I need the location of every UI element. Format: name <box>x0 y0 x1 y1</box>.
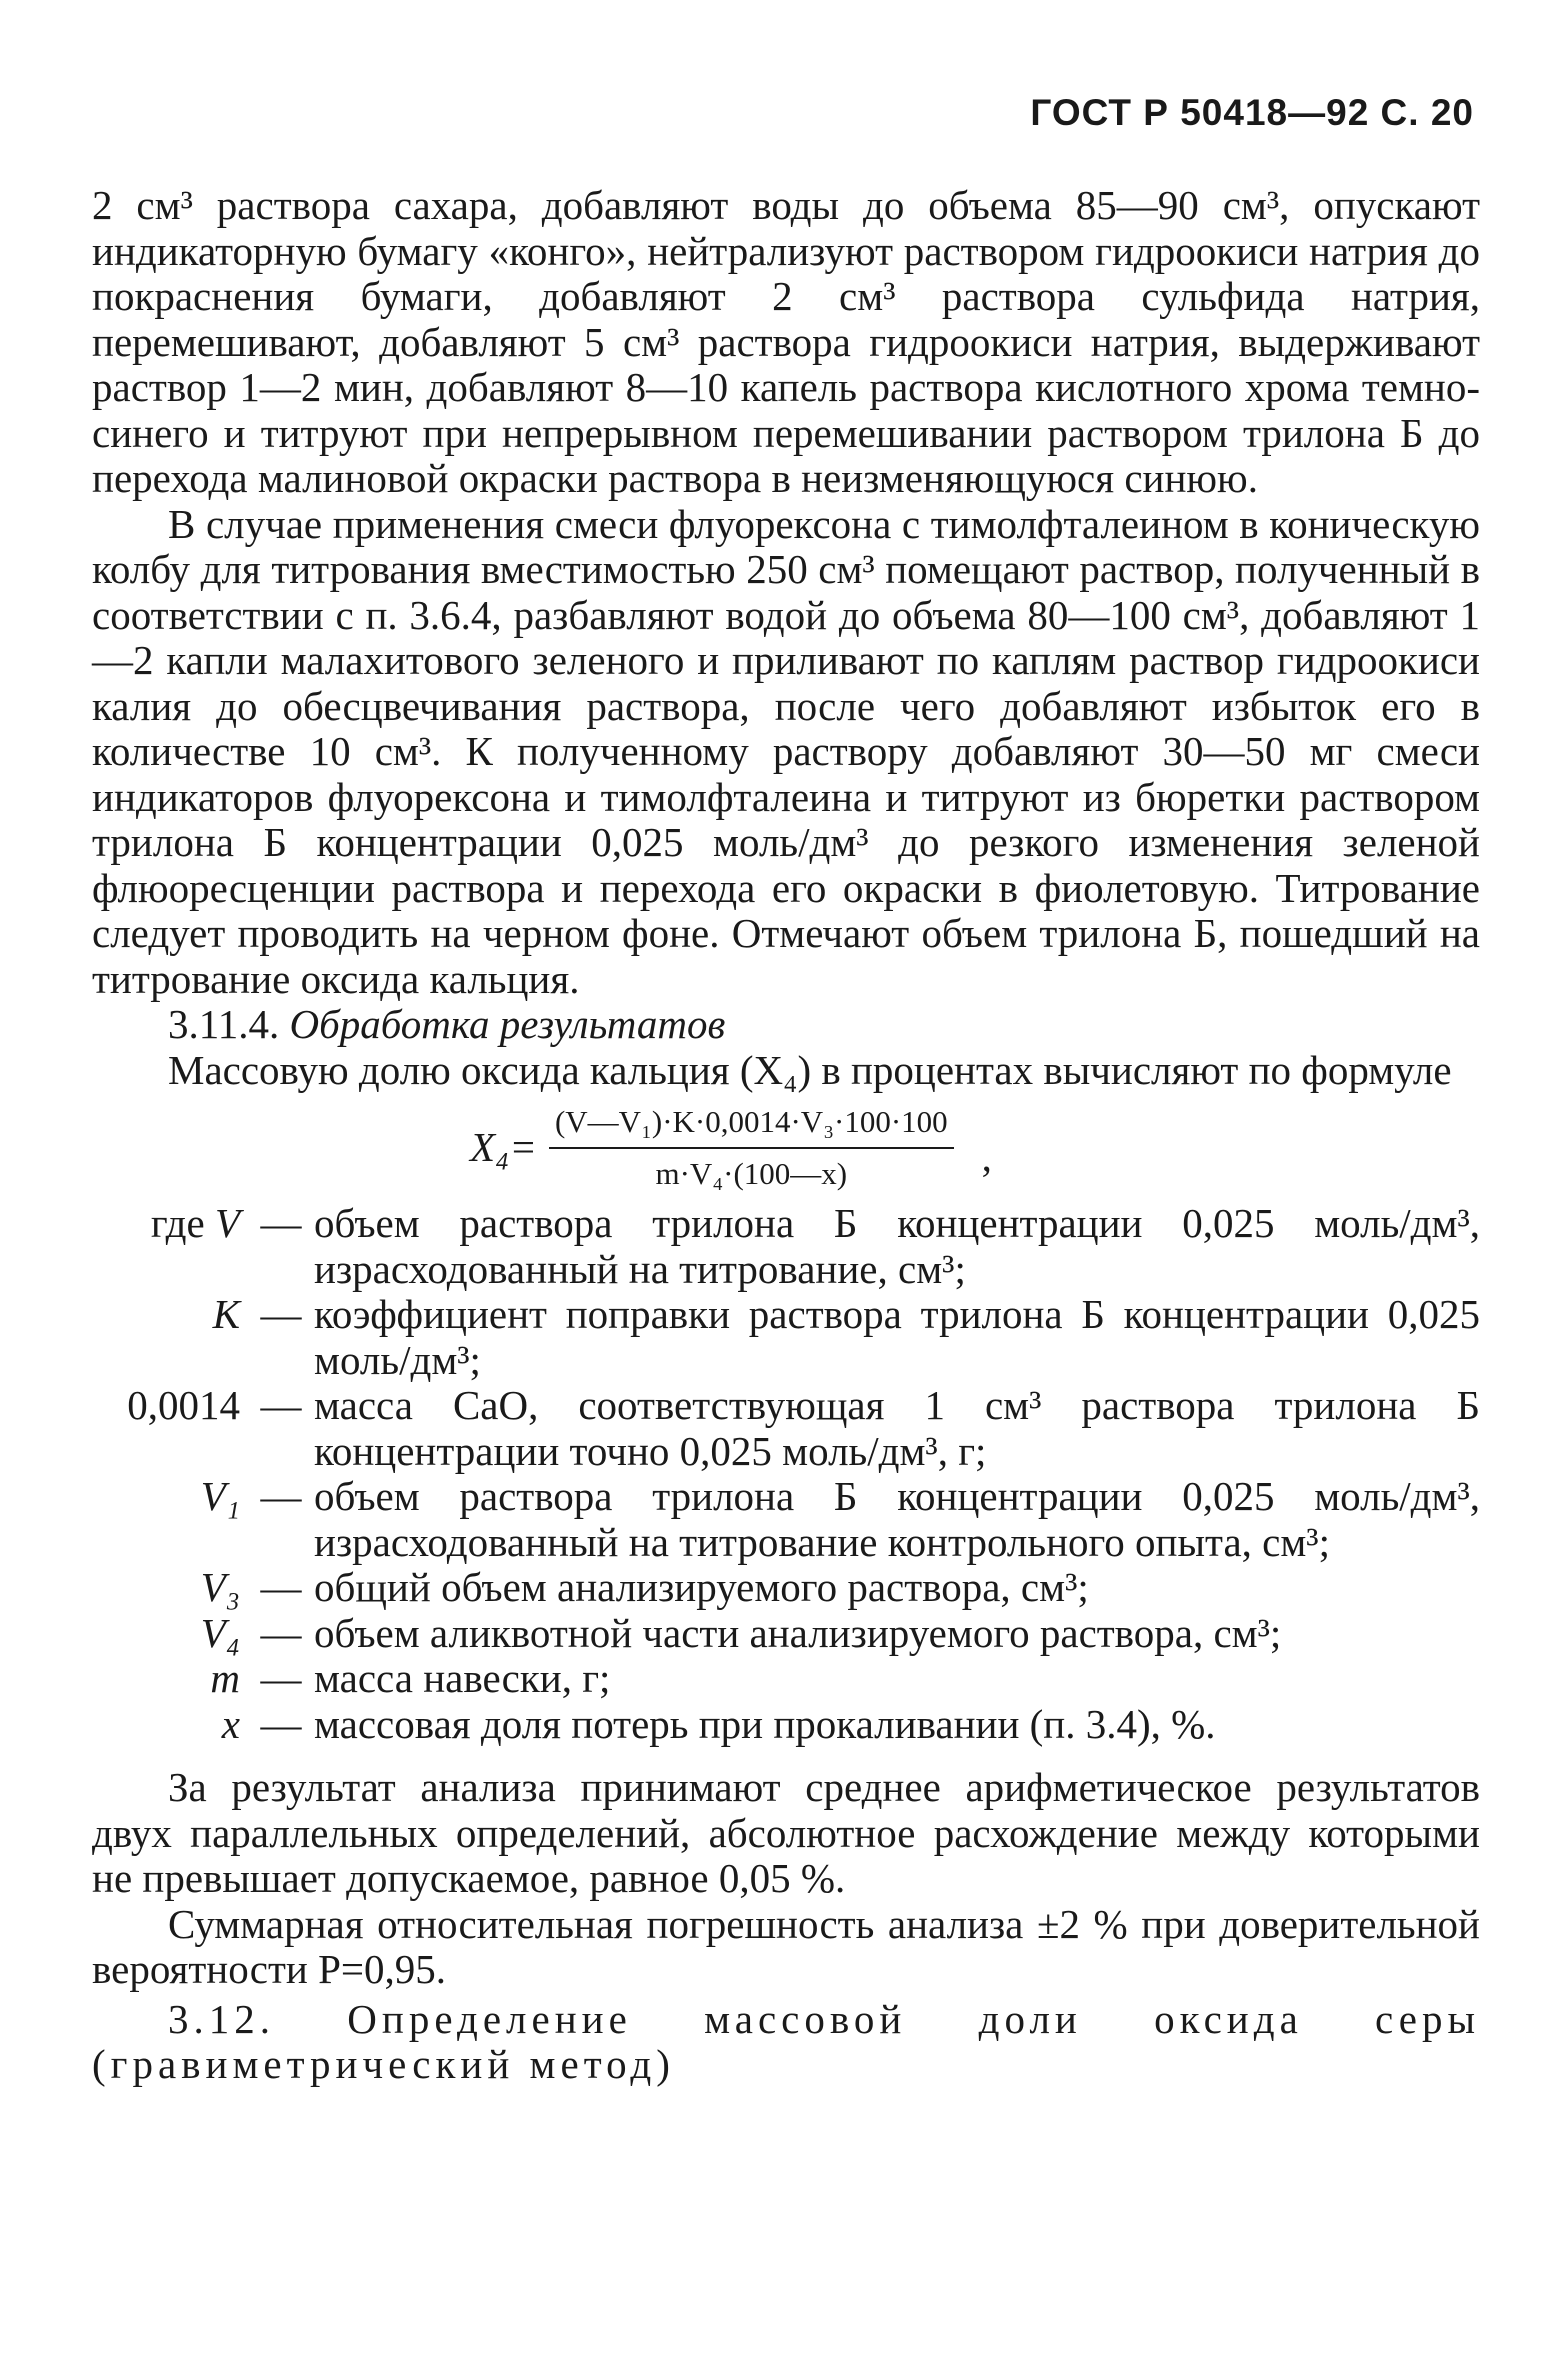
definition-text: коэффициент поправки раствора трилона Б концентрации 0,025 моль/дм³; <box>314 1291 1480 1383</box>
definition-dash: — <box>260 1382 302 1428</box>
definition-item <box>92 1656 1480 1702</box>
definition-dash: — <box>260 1700 302 1747</box>
definition-dash: — <box>260 1609 302 1656</box>
body-text <box>92 183 1480 2088</box>
definition-text: массовая доля потерь при прокаливании (п. 3.4), %. <box>314 1700 1216 1747</box>
definition-text: масса CaO, соответствующая 1 см³ раствора трилона Б концентрации точно 0,025 моль/дм³, г; <box>314 1382 1480 1474</box>
definition-text: объем аликвотной части анализируемого раствора, см³; <box>314 1609 1282 1656</box>
definition-symbol: где V <box>150 1200 240 1246</box>
paragraph-fluorexon-method: В случае применения смеси флуорексона с тимолфталеином в коническую колбу для титрования вместимостью 250 см³ помещают раствор, полученный в соответствии с п. 3.6.4, разбавляют водой до объема 80—100 см³, добавляют 1—2 капли малахитового зеленого и приливают по каплям раствор гидроокиси калия до обесцвечивания раствора, после чего добавляют избыток его в количестве 10 см³. К полученному раствору добавляют 30—50 мг смеси индикаторов флуорексона и тимолфталеина и титруют из бюретки раствором трилона Б концентрации 0,025 моль/дм³ до резкого изменения зеленой флюоресценции раствора и перехода его окраски в фиолетовую. Титрование следует проводить на черном фоне. Отмечают объем трилона Б, пошедший на титрование оксида кальция. <box>92 500 1480 1002</box>
definition-text: объем раствора трилона Б концентрации 0,025 моль/дм³, израсходованный на титрование контрольного опыта, см³; <box>314 1473 1480 1565</box>
definition-symbol: V₁ <box>200 1473 240 1519</box>
definition-item <box>92 1383 1480 1474</box>
formula-fraction <box>549 1099 954 1196</box>
definition-symbol: V₃ <box>200 1564 240 1610</box>
paragraph-result: За результат анализа принимают среднее арифметическое результатов двух параллельных определений, абсолютное расхождение между которыми не превышает допускаемое, равное 0,05 %. <box>92 1764 1480 1901</box>
section-heading: 3.12. Определение массовой доли оксида серы (гравиметрический метод) <box>92 1995 1480 2087</box>
definition-text: общий объем анализируемого раствора, см³; <box>314 1564 1089 1610</box>
definition-symbol: x <box>221 1700 240 1747</box>
paragraph-formula-intro: Массовую долю оксида кальция (X₄) в процентах вычисляют по формуле <box>168 1046 1452 1093</box>
paragraph-error: Суммарная относительная погрешность анализа ±2 % при доверительной вероятности P=0,95. <box>92 1900 1480 1992</box>
definition-item <box>92 1611 1480 1657</box>
formula-block <box>92 1093 1480 1201</box>
definition-dash: — <box>260 1291 302 1337</box>
formula-denominator: m·V₄·(100—x) <box>655 1155 848 1191</box>
subsection-number: 3.11.4. <box>168 1001 280 1047</box>
page-header: ГОСТ Р 50418—92 С. 20 <box>1030 92 1474 133</box>
formula-lhs: X₄= <box>470 1123 537 1170</box>
definition-symbol: K <box>212 1291 240 1337</box>
definition-dash: — <box>260 1564 302 1610</box>
definition-dash: — <box>260 1655 302 1701</box>
formula-numerator: (V—V₁)·K·0,0014·V₃·100·100 <box>554 1104 948 1139</box>
subsection-heading <box>92 1002 1480 1048</box>
definition-text: объем раствора трилона Б концентрации 0,025 моль/дм³, израсходованный на титрование, см³; <box>314 1200 1480 1292</box>
definition-dash: — <box>260 1473 302 1519</box>
where-label: где <box>150 1200 205 1246</box>
definition-symbol: 0,0014 <box>127 1382 240 1428</box>
paragraph-continuation: 2 см³ раствора сахара, добавляют воды до объема 85—90 см³, опускают индикаторную бумагу «конго», нейтрализуют раствором гидроокиси натрия до покраснения бумаги, добавляют 2 см³ раствора сульфида натрия, перемешивают, добавляют 5 см³ раствора гидроокиси натрия, выдерживают раствор 1—2 мин, добавляют 8—10 капель раствора кислотного хрома темно-синего и титруют при непрерывном перемешивании раствором трилона Б до перехода малиновой окраски раствора в неизменяющуюся синюю. <box>92 182 1480 501</box>
subsection-title: Обработка результатов <box>289 1001 726 1047</box>
definition-item <box>92 1201 1480 1292</box>
definition-item <box>92 1702 1480 1748</box>
definition-item <box>92 1292 1480 1383</box>
definition-item <box>92 1565 1480 1611</box>
formula <box>470 1099 992 1196</box>
formula-comma: , <box>981 1133 992 1180</box>
definition-item <box>92 1474 1480 1565</box>
definition-symbol: V₄ <box>200 1609 240 1656</box>
fraction-bar <box>549 1147 954 1149</box>
definitions-list <box>92 1201 1480 1747</box>
definition-symbol: m <box>210 1655 240 1701</box>
definition-text: масса навески, г; <box>314 1655 611 1701</box>
definition-dash: — <box>260 1200 302 1246</box>
